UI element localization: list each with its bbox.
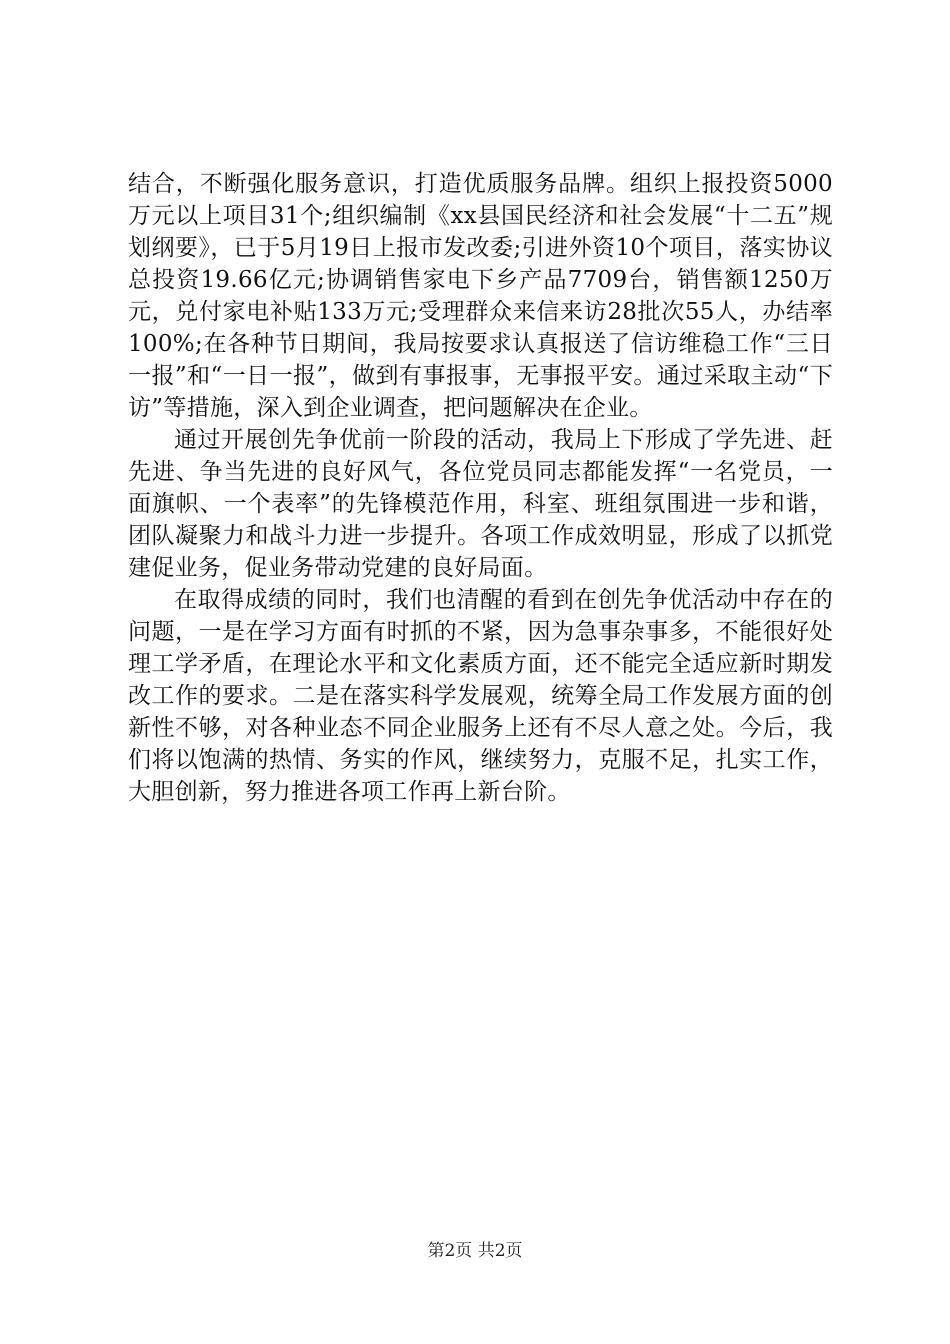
document-body — [128, 168, 833, 808]
paragraph-3: 在取得成绩的同时，我们也清醒的看到在创先争优活动中存在的问题，一是在学习方面有时抓的不紧，因为急事杂事多，不能很好处理工学矛盾，在理论水平和文化素质方面，还不能完全适应新时期发改工作的要求。二是在落实科学发展观，统筹全局工作发展方面的创新性不够，对各种业态不同企业服务上还有不尽人意之处。今后，我们将以饱满的热情、务实的作风，继续努力，克服不足，扎实工作，大胆创新，努力推进各项工作再上新台阶。 — [128, 587, 833, 805]
page-footer: 第2页 共2页 — [427, 1241, 523, 1261]
paragraph-2: 通过开展创先争优前一阶段的活动，我局上下形成了学先进、赶先进、争当先进的良好风气，各位党员同志都能发挥“一名党员，一面旗帜、一个表率”的先锋模范作用，科室、班组氛围进一步和谐，团队凝聚力和战斗力进一步提升。各项工作成效明显，形成了以抓党建促业务，促业务带动党建的良好局面。 — [128, 427, 833, 581]
paragraph-1: 结合，不断强化服务意识，打造优质服务品牌。组织上报投资5000万元以上项目31个;组织编制《xx县国民经济和社会发展“十二五”规划纲要》，已于5月19日上报市发改委;引进外资10个项目，落实协议总投资19.66亿元;协调销售家电下乡产品7709台，销售额1250万元，兑付家电补贴133万元;受理群众来信来访28批次55人，办结率100%;在各种节日期间，我局按要求认真报送了信访维稳工作“三日一报”和“一日一报”，做到有事报事，无事报平安。通过采取主动“下访”等措施，深入到企业调查，把问题解决在企业。 — [128, 171, 833, 421]
